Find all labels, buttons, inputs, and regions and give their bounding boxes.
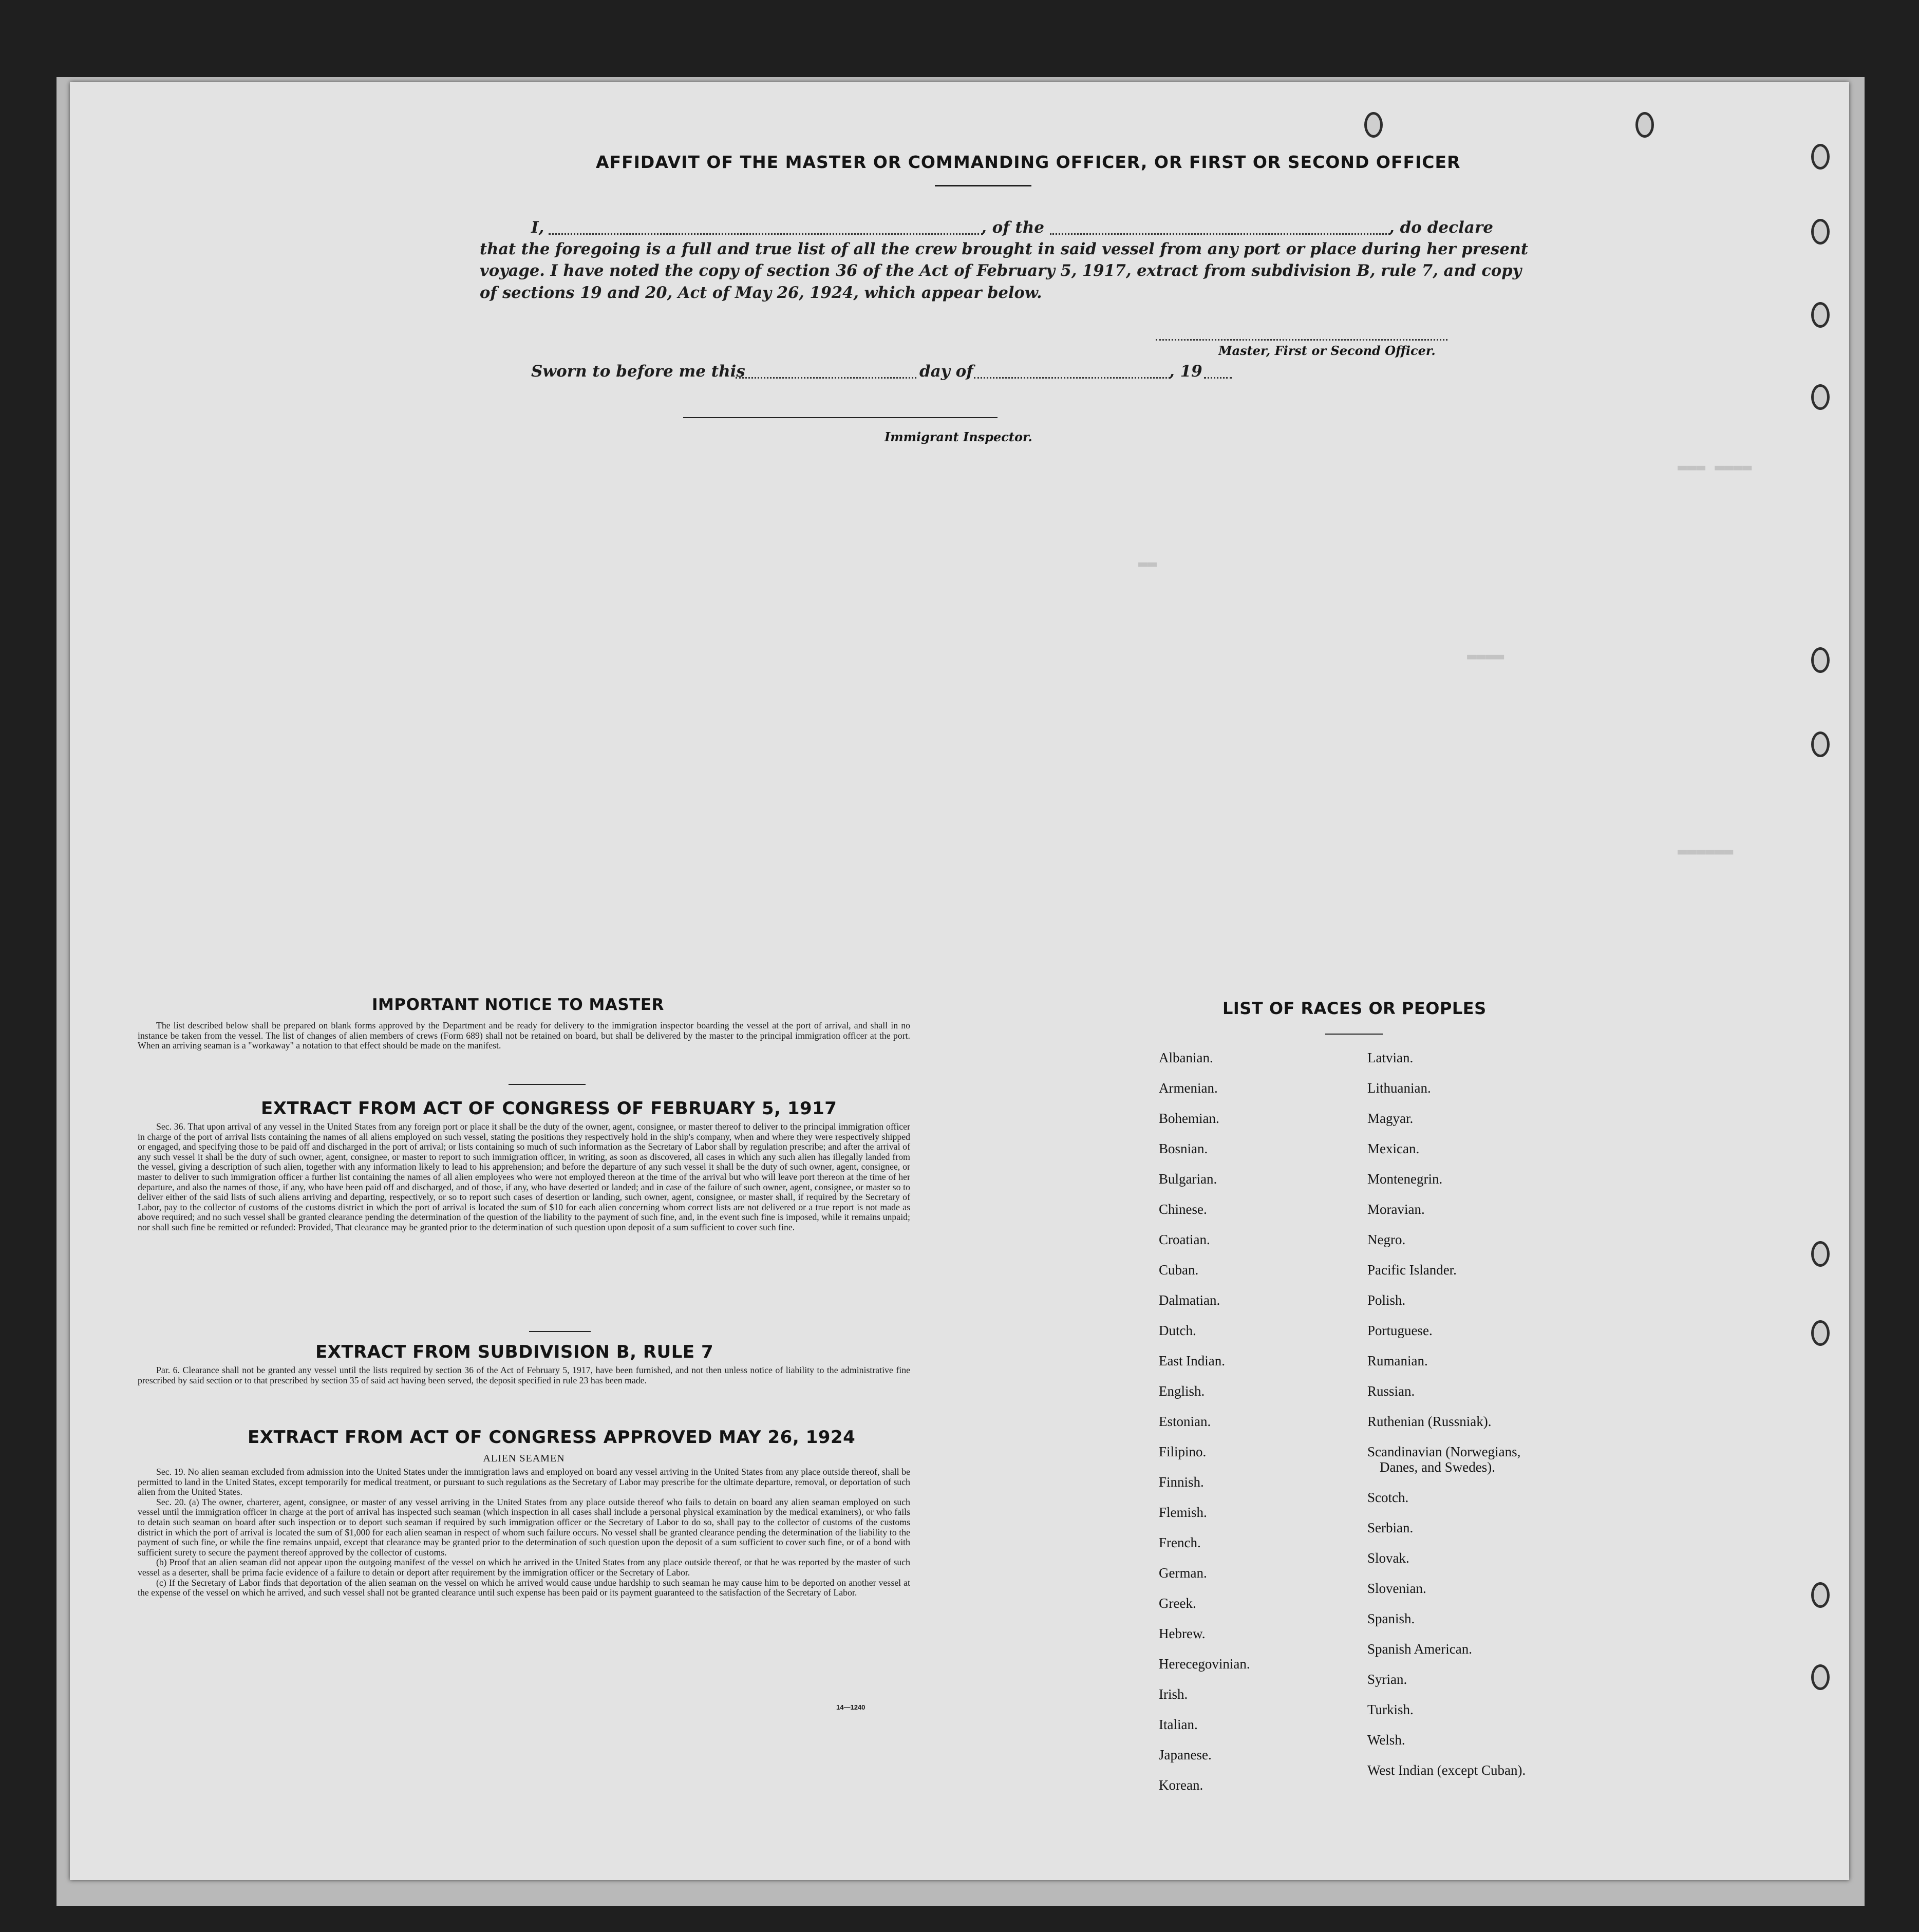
race-item: Cuban. (1159, 1262, 1199, 1278)
bleed-through-mark: ▬▬▬▬▬▬ (1678, 842, 1734, 860)
punch-hole (1635, 112, 1654, 138)
affidavit-of-the: , of the (981, 218, 1044, 237)
notice-title: IMPORTANT NOTICE TO MASTER (372, 996, 664, 1014)
race-item: Slovak. (1367, 1550, 1409, 1566)
race-item: Slovenian. (1367, 1581, 1426, 1596)
race-item: Scotch. (1367, 1490, 1409, 1505)
extract-1924-title: EXTRACT FROM ACT OF CONGRESS APPROVED MAY 26, 1924 (248, 1427, 856, 1448)
affidavit-declare: , do declare (1389, 218, 1493, 237)
form-number: 14—1240 (836, 1703, 866, 1711)
extract-rule7-text (138, 1365, 910, 1385)
affidavit-line-2: that the foregoing is a full and true list of all the crew brought in said vessel from any port or place during her present (480, 240, 1528, 258)
race-item: Rumanian. (1367, 1353, 1428, 1368)
races-right-column (1367, 1050, 1526, 1793)
sworn-year-line[interactable] (1204, 377, 1232, 379)
punch-hole (1811, 302, 1830, 328)
race-item: Irish. (1159, 1686, 1188, 1702)
punch-hole (1811, 731, 1830, 757)
race-item: Scandinavian (Norwegians, (1367, 1444, 1521, 1459)
race-item: Danes, and Swedes). (1380, 1459, 1495, 1475)
races-title: LIST OF RACES OR PEOPLES (1222, 999, 1487, 1018)
rule-7-paragraph: Par. 6. Clearance shall not be granted any vessel until the lists required by section 36 of the Act of February 5, 1917, have been furnished, and not then unless notice of liability to the administrative fine prescribed by said section or to that prescribed by section 35 of said act having been served, the deposit specified in rule 23 has been made. (138, 1365, 910, 1385)
race-item: Negro. (1367, 1232, 1406, 1247)
race-item: Moravian. (1367, 1202, 1425, 1217)
section-19-paragraph: Sec. 19. No alien seaman excluded from admission into the United States under the immigration laws and employed on board any vessel arriving in the United States from any place outside thereof, shall be permitted to land in the United States, except temporarily for medical treatment, or pursuant to such regulations as the Secretary of Labor may prescribe for the ultimate departure, removal, or deportation of such alien from the United States. (138, 1467, 910, 1497)
day-of-label: day of (919, 362, 973, 381)
race-item: French. (1159, 1535, 1201, 1550)
race-item: Estonian. (1159, 1414, 1211, 1429)
race-item: West Indian (except Cuban). (1367, 1762, 1526, 1778)
races-title-underline (1325, 1034, 1383, 1035)
race-item: Albanian. (1159, 1050, 1213, 1065)
race-item: Pacific Islander. (1367, 1262, 1457, 1278)
race-item: Spanish. (1367, 1611, 1415, 1626)
punch-hole (1811, 1664, 1830, 1690)
race-item: Greek. (1159, 1596, 1196, 1611)
affidavit-line-3: voyage. I have noted the copy of section 36 of the Act of February 5, 1917, extract from subdivision B, rule 7, and copy (480, 261, 1522, 280)
section-20b-paragraph: (b) Proof that an alien seaman did not appear upon the outgoing manifest of the vessel on which he arrived in the United States from any place outside thereof, or that he was reported by the master of such vessel as a deserter, shall be prima facie evidence of a failure to detain or deport after requirement by the immigration officer or the Secretary of Labor. (138, 1557, 910, 1578)
punch-hole (1811, 1241, 1830, 1267)
section-36-paragraph: Sec. 36. That upon arrival of any vessel in the United States from any foreign port or place it shall be the duty of the owner, agent, consignee, or master thereof to deliver to the principal immigration officer in charge of the port of arrival lists containing the names of all aliens employed on such vessel, stating the positions they respectively hold in the ship's company, when and where they were respectively shipped or engaged, and specifying those to be paid off and discharged in the port of arrival; or lists containing so much of such information as the Secretary of Labor shall by regulation prescribe; and after the arrival of any such vessel it shall be the duty of such owner, agent, consignee, or master to report to such immigration officer, in writing, as soon as discovered, all cases in which any such alien has illegally landed from the vessel, giving a description of such alien, together with any information likely to lead to his apprehension; and before the departure of any such vessel it shall be the duty of such owner, agent, consignee, or master to deliver to such immigration officer a further list containing the names of all alien employees who were not employed thereon at the time of the arrival but who will leave port thereon at the time of her departure, and also the names of those, if any, who have been paid off and discharged, and of those, if any, who have deserted or landed; and in case of the failure of such owner, agent, consignee, or master so to deliver either of the said lists of such aliens arriving and departing, respectively, or so to report such cases of desertion or landing, such owner, agent, consignee, or master shall, if required by the Secretary of Labor, pay to the collector of customs of the customs district in which the port of arrival is located the sum of $10 for each alien concerning whom correct lists are not delivered or a true report is not made as above required; and no such vessel shall be granted clearance pending the determination of the question of the liability to the payment of such fine, and, in the event such fine is imposed, while it remains unpaid; nor shall such fine be remitted or refunded: Provided, That clearance may be granted prior to the determination of such question upon deposit of a sum sufficient to cover such fine. (138, 1121, 910, 1232)
race-item: East Indian. (1159, 1353, 1225, 1368)
extract-1924-text (138, 1467, 910, 1598)
race-item: Ruthenian (Russniak). (1367, 1414, 1492, 1429)
manifest-page (70, 82, 1849, 1880)
race-item: Bosnian. (1159, 1141, 1208, 1156)
notice-text (138, 1021, 910, 1051)
race-item: Syrian. (1367, 1672, 1407, 1687)
race-item: Welsh. (1367, 1732, 1405, 1748)
bleed-through-mark: ▬▬▬ ▬▬▬▬ (1678, 458, 1752, 476)
bleed-through-mark: ▬▬ (1138, 555, 1157, 573)
year-prefix: , 19 (1169, 362, 1202, 381)
affidavit-i: I, (531, 218, 544, 237)
race-item: Hebrew. (1159, 1626, 1206, 1641)
race-item: Japanese. (1159, 1747, 1212, 1762)
race-item: Montenegrin. (1367, 1171, 1443, 1187)
notice-paragraph: The list described below shall be prepared on blank forms approved by the Department and be ready for delivery to the immigration inspector boarding the vessel at the port of arrival, and shall in no instance be taken from the vessel. The list of changes of alien members of crews (Form 689) shall not be retained on board, but shall be delivered by the master to the principal immigration officer at the port. When an arriving seaman is a "workaway" a notation to that effect should be made on the manifest. (138, 1020, 910, 1051)
affidavit-title: AFFIDAVIT OF THE MASTER OR COMMANDING OFFICER, OR FIRST OR SECOND OFFICER (596, 152, 1461, 172)
punch-hole (1811, 384, 1830, 410)
races-left-column (1159, 1050, 1250, 1808)
sworn-month-line[interactable] (974, 377, 1170, 379)
alien-seamen-subtitle: ALIEN SEAMEN (483, 1453, 565, 1464)
section-20c-paragraph: (c) If the Secretary of Labor finds that deportation of the alien seaman on the vessel on which he arrived would cause undue hardship to such seaman he may cause him to be deported on another vessel at the expense of the vessel on which he arrived, and such vessel shall not be granted clearance until such expense has been paid or its payment guaranteed to the satisfaction of the Secretary of Labor. (138, 1577, 910, 1598)
inspector-signature-line[interactable] (683, 417, 998, 418)
race-item: Herecegovinian. (1159, 1656, 1250, 1672)
master-signature-line[interactable] (1156, 339, 1447, 341)
punch-hole (1811, 1582, 1830, 1608)
bleed-through-mark: ▬▬▬▬ (1467, 647, 1504, 665)
section-divider (509, 1084, 586, 1085)
race-item: Dalmatian. (1159, 1292, 1220, 1308)
race-item: Spanish American. (1367, 1641, 1472, 1657)
race-item: Magyar. (1367, 1111, 1414, 1126)
punch-hole (1811, 219, 1830, 245)
inspector-label: Immigrant Inspector. (885, 429, 1032, 444)
race-item: Flemish. (1159, 1505, 1207, 1520)
punch-hole (1811, 1320, 1830, 1346)
race-item: Korean. (1159, 1777, 1203, 1793)
master-signature-label: Master, First or Second Officer. (1218, 343, 1436, 358)
master-name-line[interactable] (549, 233, 983, 235)
section-divider (529, 1331, 591, 1332)
race-item: English. (1159, 1383, 1205, 1399)
race-item: Croatian. (1159, 1232, 1210, 1247)
race-item: Latvian. (1367, 1050, 1414, 1065)
race-item: Serbian. (1367, 1520, 1414, 1535)
section-20a-paragraph: Sec. 20. (a) The owner, charterer, agent, consignee, or master of any vessel arriving in the United States from any place outside thereof who fails to detain on board any alien seaman employed on such vessel until the immigration officer in charge at the port of arrival has inspected such seaman (which inspection in all cases shall include a personal physical examination by the medical examiners), or who fails to detain such seaman on board after such inspection or to deport such seaman if required by such immigration officer or the Secretary of Labor to do so, shall pay to the collector of customs of the customs district in which the port of arrival is located the sum of $1,000 for each alien seaman in respect of whom such failure occurs. No vessel shall be granted clearance pending the determination of the liability to the payment of such fine, or while the fine remains unpaid, except that clearance may be granted prior to the determination of such question upon the deposit of a sum sufficient to cover such fine, or of a bond with sufficient surety to secure the payment thereof approved by the collector of customs. (138, 1496, 910, 1558)
extract-rule7-title: EXTRACT FROM SUBDIVISION B, RULE 7 (315, 1342, 714, 1362)
affidavit-line-4: of sections 19 and 20, Act of May 26, 1924, which appear below. (480, 284, 1042, 302)
punch-hole (1364, 112, 1383, 138)
punch-hole (1811, 144, 1830, 170)
race-item: German. (1159, 1565, 1207, 1581)
race-item: Chinese. (1159, 1202, 1207, 1217)
race-item: Portuguese. (1367, 1323, 1433, 1338)
punch-hole (1811, 647, 1830, 673)
race-item: Lithuanian. (1367, 1080, 1431, 1096)
sworn-day-line[interactable] (736, 377, 916, 379)
race-item: Filipino. (1159, 1444, 1207, 1459)
race-item: Bulgarian. (1159, 1171, 1217, 1187)
vessel-name-line[interactable] (1050, 233, 1390, 235)
race-item: Italian. (1159, 1717, 1198, 1732)
race-item: Polish. (1367, 1292, 1406, 1308)
race-item: Armenian. (1159, 1080, 1218, 1096)
title-underline (935, 185, 1031, 186)
race-item: Russian. (1367, 1383, 1415, 1399)
race-item: Turkish. (1367, 1702, 1414, 1717)
race-item: Bohemian. (1159, 1111, 1219, 1126)
race-item: Mexican. (1367, 1141, 1420, 1156)
sworn-label: Sworn to before me this (531, 362, 745, 381)
extract-1917-title: EXTRACT FROM ACT OF CONGRESS OF FEBRUARY 5, 1917 (261, 1098, 837, 1119)
extract-1917-text (138, 1122, 910, 1233)
race-item: Dutch. (1159, 1323, 1196, 1338)
race-item: Finnish. (1159, 1474, 1204, 1490)
